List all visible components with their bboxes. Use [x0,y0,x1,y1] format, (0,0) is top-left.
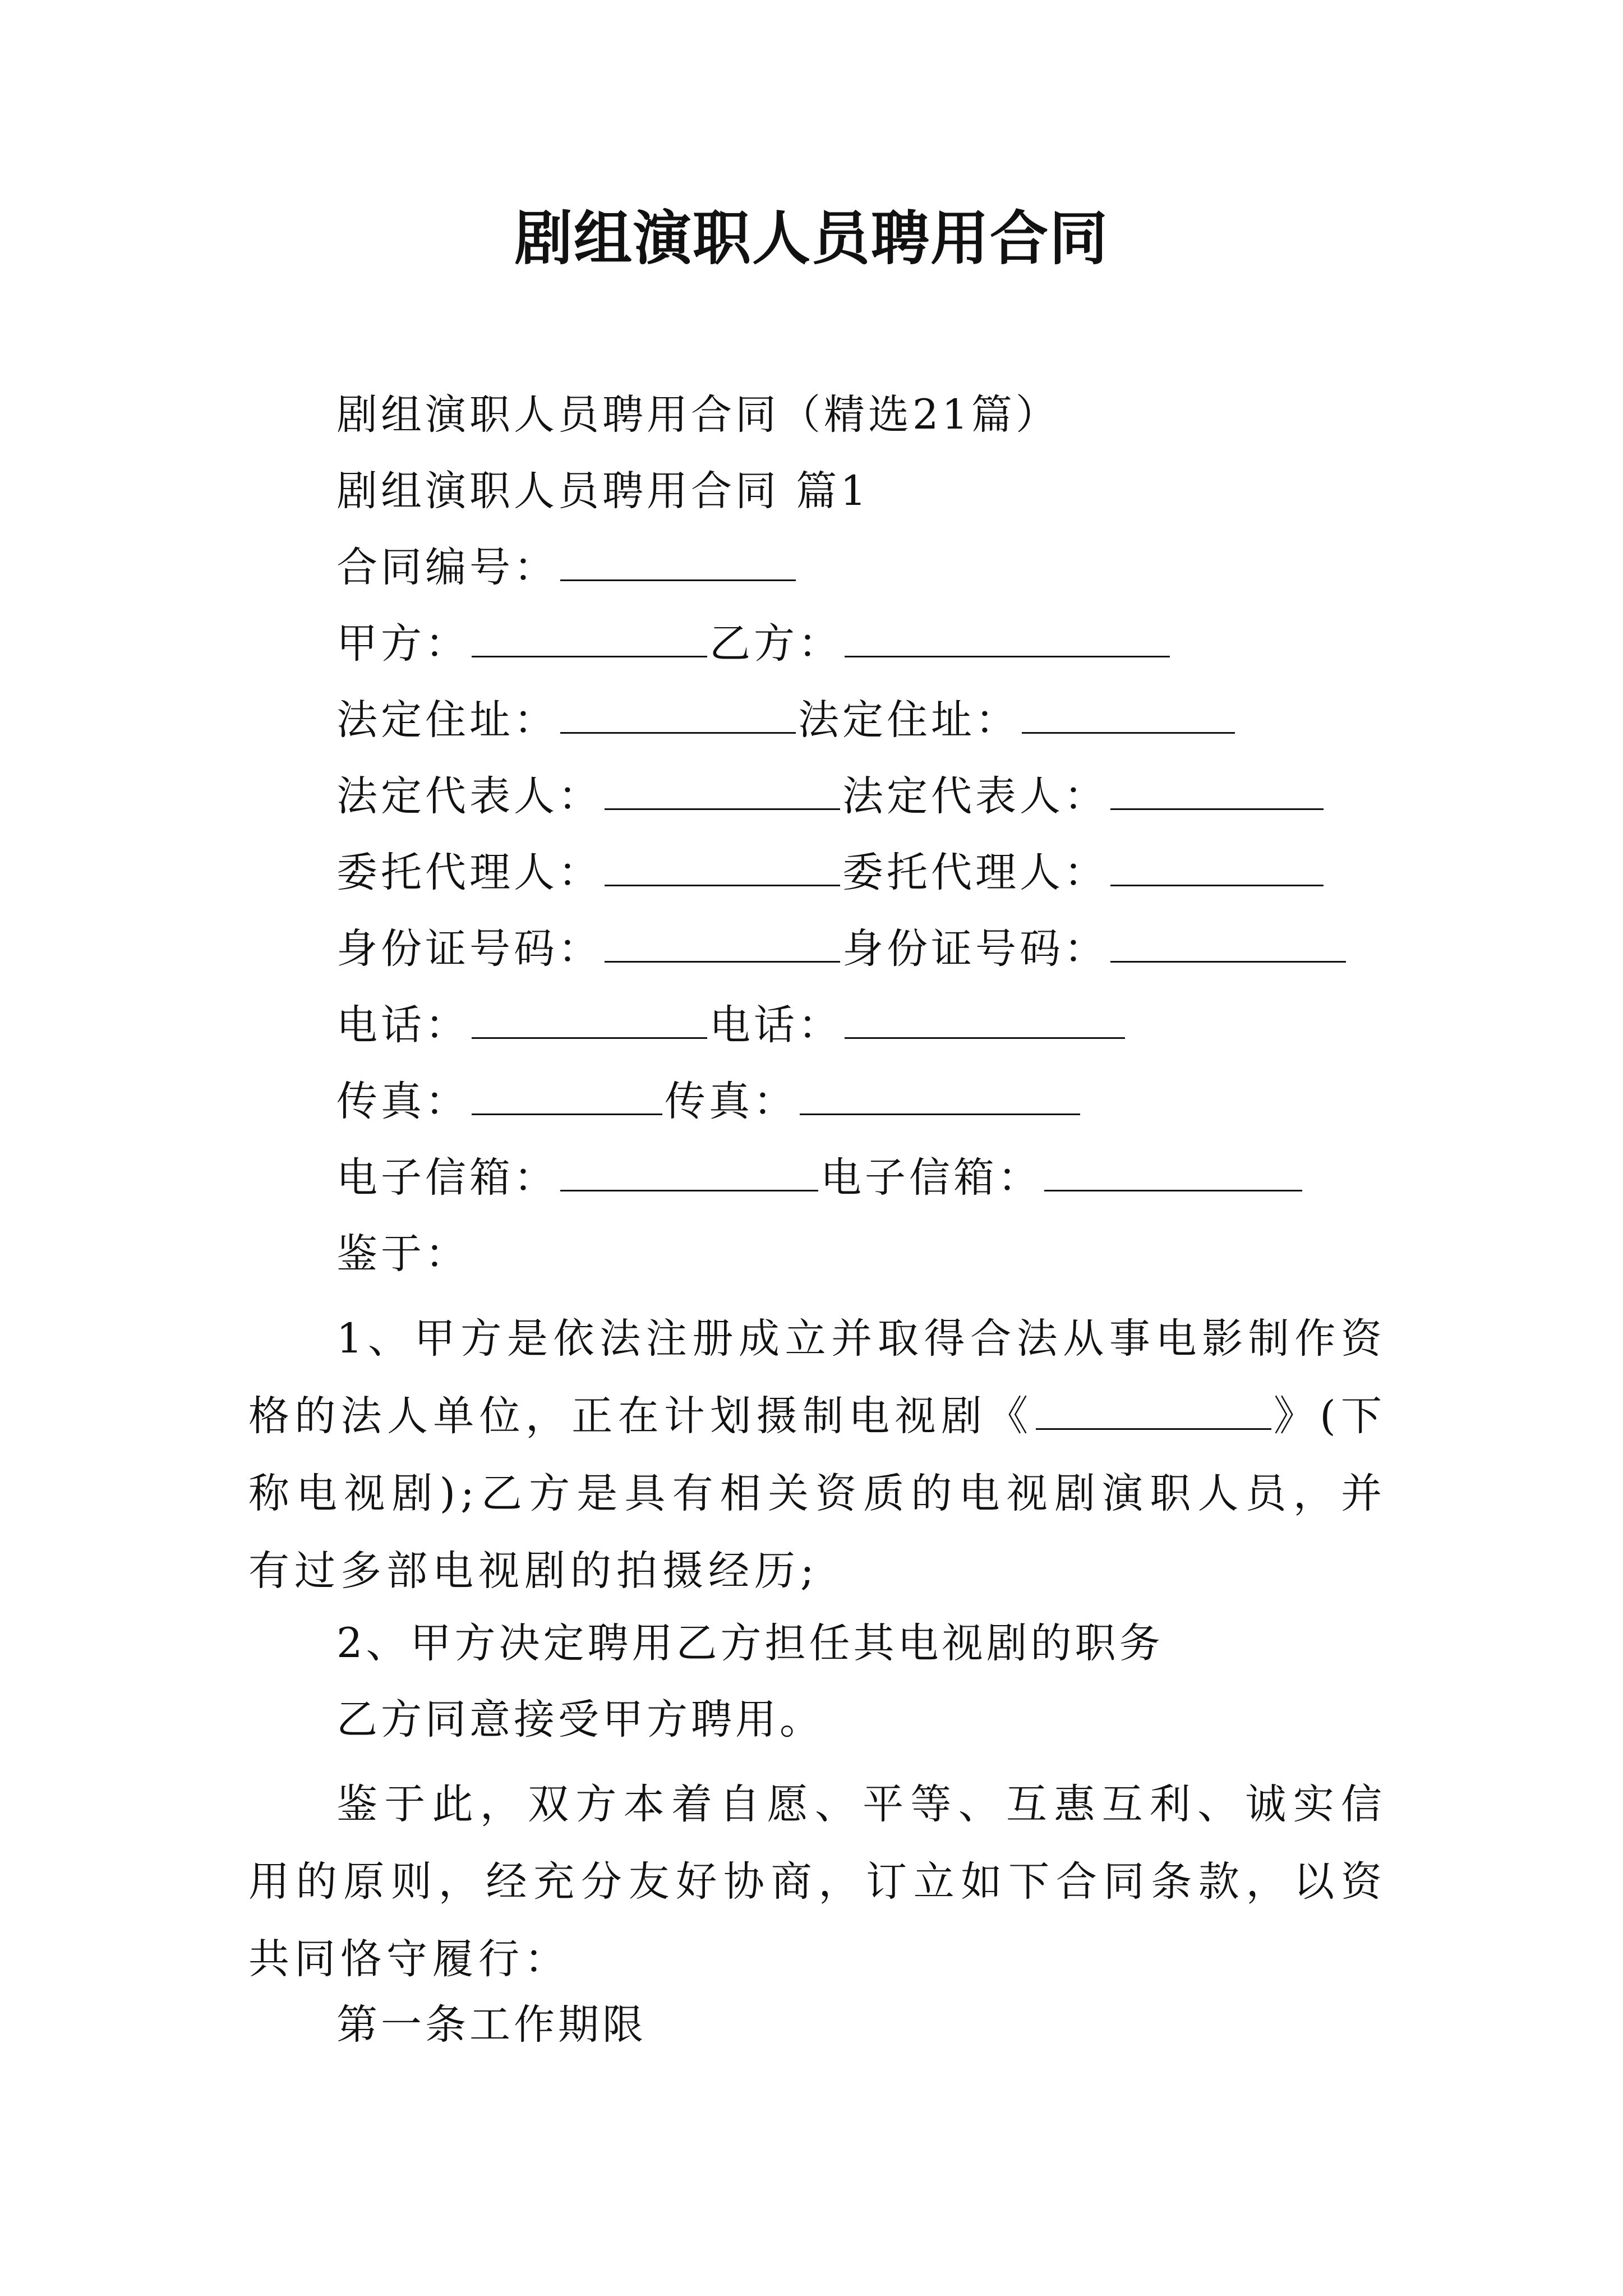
agent-a-label: 委托代理人： [336,849,602,896]
legal-rep-a-label: 法定代表人： [336,772,602,820]
phone-row [336,997,1127,1053]
address-a-label: 法定住址： [336,696,558,744]
clause-1 [248,1300,1387,1610]
fax-b-label: 传真： [665,1078,797,1125]
fax-row [336,1074,1082,1130]
contract-number-label: 合同编号： [336,544,558,591]
id-number-row [336,921,1348,977]
party-row [336,616,1172,672]
id-number-a-blank [605,927,840,963]
fax-b-blank [800,1080,1080,1115]
legal-rep-b-label: 法定代表人： [842,772,1108,820]
clause-1-text-a: 1、甲方是依法注册成立并取得合法从事电影制作资格的法人单位，正在计划摄制电视剧《 [248,1315,1387,1440]
phone-a-label: 电话： [336,1001,469,1049]
address-row [336,692,1237,748]
phone-b-blank [845,1004,1125,1039]
section-heading: 剧组演职人员聘用合同 篇1 [336,467,870,515]
id-number-b-blank [1110,927,1346,963]
agent-b-label: 委托代理人： [842,849,1108,896]
clause-2: 2、甲方决定聘用乙方担任其电视剧的职务 [336,1619,1164,1667]
fax-a-blank [472,1080,662,1115]
contract-number-blank [560,546,796,581]
article-1-heading: 第一条工作期限 [336,2001,647,2049]
consent-line: 乙方同意接受甲方聘用。 [336,1696,824,1743]
legal-rep-row [336,769,1326,825]
contract-number-row [336,540,798,596]
email-a-label: 电子信箱： [336,1154,558,1202]
party-b-blank [845,622,1170,657]
document-subtitle: 剧组演职人员聘用合同（精选21篇） [336,391,1060,439]
clause-1-text-b: 》(下称电视剧);乙方是具有相关资质的电视剧演职人员，并有过多部电视剧的拍摄经历; [248,1392,1387,1595]
legal-rep-b-blank [1110,775,1324,810]
id-number-b-label: 身份证号码： [842,925,1108,973]
phone-a-blank [472,1004,707,1039]
agent-b-blank [1110,851,1324,886]
email-a-blank [560,1156,818,1191]
legal-rep-a-blank [605,775,840,810]
id-number-a-label: 身份证号码： [336,925,602,973]
party-b-label: 乙方： [709,620,842,668]
agent-row [336,845,1326,901]
address-b-blank [1022,698,1235,734]
address-a-blank [560,698,796,734]
party-a-label: 甲方： [336,620,469,668]
address-b-label: 法定住址： [798,696,1020,744]
fax-a-label: 传真： [336,1078,469,1125]
email-row [336,1150,1304,1206]
phone-b-label: 电话： [709,1001,842,1049]
email-b-label: 电子信箱： [820,1154,1042,1202]
party-a-blank [472,622,707,657]
whereas-label: 鉴于： [336,1230,469,1278]
principle-paragraph: 鉴于此，双方本着自愿、平等、互惠互利、诚实信用的原则，经充分友好协商，订立如下合同条款，以资共同恪守履行： [248,1780,1387,1983]
agent-a-blank [605,851,840,886]
drama-title-blank [1036,1395,1271,1430]
email-b-blank [1044,1156,1302,1191]
document-title: 剧组演职人员聘用合同 [514,204,1109,273]
